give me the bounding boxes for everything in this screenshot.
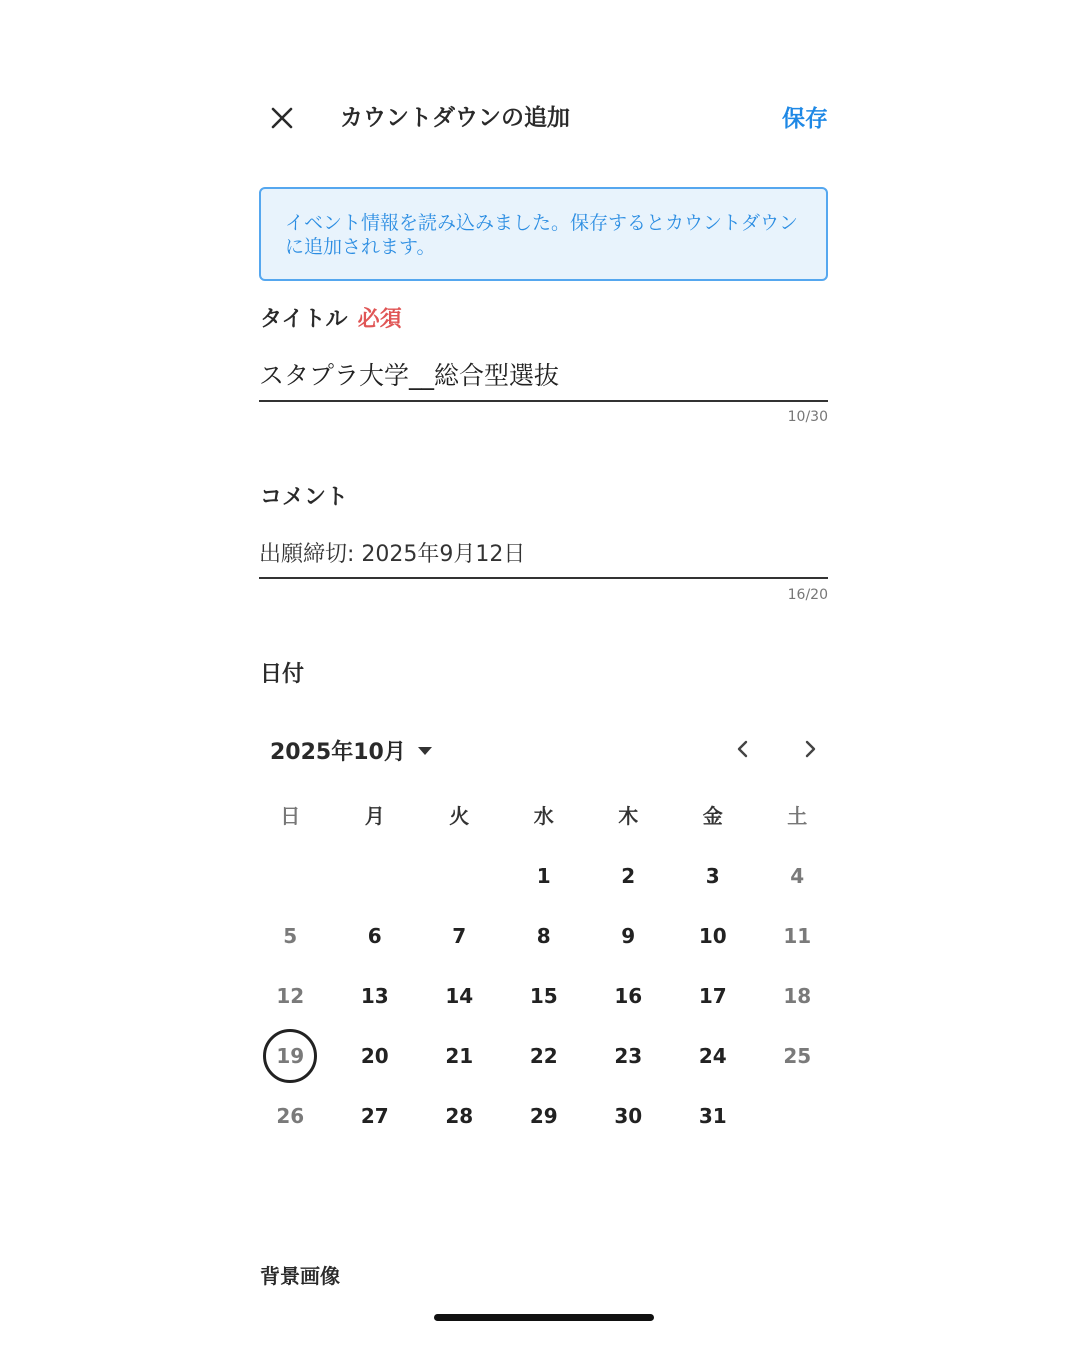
- calendar-day-number: 15: [529, 984, 558, 1008]
- calendar-empty-cell: [333, 846, 418, 906]
- calendar-empty-cell: [248, 846, 333, 906]
- calendar-day[interactable]: [671, 966, 756, 1026]
- dropdown-caret-icon: [418, 747, 432, 755]
- title-label-text: タイトル: [260, 307, 348, 332]
- calendar-day[interactable]: [333, 1026, 418, 1086]
- calendar-day-number: 29: [529, 1104, 558, 1128]
- calendar-day-number: 18: [783, 984, 812, 1008]
- calendar-day-number: 11: [783, 924, 812, 948]
- calendar-day[interactable]: [671, 1026, 756, 1086]
- calendar-day-number: 13: [360, 984, 389, 1008]
- chevron-right-icon: [803, 739, 819, 759]
- calendar-day[interactable]: [755, 906, 840, 966]
- weekday-wed: 水: [533, 804, 554, 828]
- background-image-label: 背景画像: [260, 1264, 340, 1288]
- calendar-day[interactable]: [586, 846, 671, 906]
- info-banner: イベント情報を読み込みました。保存するとカウントダウンに追加されます。: [259, 187, 828, 281]
- calendar-day[interactable]: [333, 966, 418, 1026]
- home-indicator: [434, 1314, 654, 1321]
- calendar-day[interactable]: [502, 906, 587, 966]
- weekday-fri: 金: [702, 804, 723, 828]
- title-input[interactable]: [259, 348, 828, 402]
- calendar-day-number: 5: [283, 924, 298, 948]
- calendar-day-number: 14: [445, 984, 474, 1008]
- save-button[interactable]: 保存: [782, 100, 828, 138]
- calendar-day-number: 25: [783, 1044, 812, 1068]
- calendar-day-number: 24: [698, 1044, 727, 1068]
- month-selector[interactable]: [270, 732, 432, 768]
- weekday-thu: 木: [618, 804, 639, 828]
- calendar-day-number: 7: [452, 924, 467, 948]
- close-button[interactable]: [262, 98, 302, 138]
- weekday-sat: 土: [787, 804, 808, 828]
- calendar-day-number: 23: [614, 1044, 643, 1068]
- calendar-day[interactable]: [333, 906, 418, 966]
- calendar-day[interactable]: [671, 1086, 756, 1146]
- close-icon: [270, 106, 294, 130]
- date-field-label: 日付: [260, 662, 305, 687]
- weekday-sun: 日: [280, 804, 301, 828]
- calendar-day-number: 2: [621, 864, 636, 888]
- calendar-day-number: 3: [705, 864, 720, 888]
- calendar-day[interactable]: [248, 1086, 333, 1146]
- calendar-day-number: 19: [263, 1029, 317, 1083]
- calendar-day[interactable]: [248, 966, 333, 1026]
- calendar-day[interactable]: [586, 1026, 671, 1086]
- calendar-day-number: 20: [360, 1044, 389, 1068]
- calendar-day-number: 28: [445, 1104, 474, 1128]
- calendar-day[interactable]: [502, 1086, 587, 1146]
- calendar-day[interactable]: [755, 1026, 840, 1086]
- calendar-day-today[interactable]: [248, 1026, 333, 1086]
- calendar-day[interactable]: [755, 846, 840, 906]
- calendar-day-number: 6: [367, 924, 382, 948]
- prev-month-button[interactable]: [722, 730, 762, 768]
- calendar-day[interactable]: [586, 1086, 671, 1146]
- calendar-day-number: 31: [698, 1104, 727, 1128]
- calendar-day[interactable]: [333, 1086, 418, 1146]
- calendar-day[interactable]: [417, 1086, 502, 1146]
- calendar-day-number: 21: [445, 1044, 474, 1068]
- calendar-day[interactable]: [417, 906, 502, 966]
- calendar-day-number: 26: [276, 1104, 305, 1128]
- calendar-day[interactable]: [502, 846, 587, 906]
- title-char-counter: 10/30: [787, 409, 828, 425]
- comment-input[interactable]: [259, 527, 828, 579]
- calendar-day-number: 16: [614, 984, 643, 1008]
- calendar-day-number: 30: [614, 1104, 643, 1128]
- calendar-day-number: 17: [698, 984, 727, 1008]
- calendar-day[interactable]: [417, 1026, 502, 1086]
- required-badge: 必須: [357, 307, 402, 332]
- comment-field-label: コメント: [260, 485, 349, 510]
- chevron-left-icon: [734, 739, 750, 759]
- calendar-empty-cell: [417, 846, 502, 906]
- calendar-day[interactable]: [248, 906, 333, 966]
- title-field-label: [260, 305, 402, 335]
- weekday-header: [248, 800, 840, 832]
- calendar-day-number: 9: [621, 924, 636, 948]
- calendar-day[interactable]: [502, 1026, 587, 1086]
- calendar-day[interactable]: [502, 966, 587, 1026]
- month-label: 2025年10月: [270, 739, 406, 765]
- calendar-day[interactable]: [586, 966, 671, 1026]
- calendar-day-number: 8: [536, 924, 551, 948]
- calendar-day-number: 27: [360, 1104, 389, 1128]
- calendar-day[interactable]: [586, 906, 671, 966]
- calendar-day-number: 10: [698, 924, 727, 948]
- calendar-day-number: 1: [536, 864, 551, 888]
- calendar-day-number: 12: [276, 984, 305, 1008]
- comment-char-counter: 16/20: [787, 587, 828, 603]
- calendar-day-number: 22: [529, 1044, 558, 1068]
- calendar-day-number: 4: [790, 864, 805, 888]
- page-title: カウントダウンの追加: [340, 105, 570, 131]
- weekday-tue: 火: [449, 804, 470, 828]
- calendar-day[interactable]: [671, 846, 756, 906]
- calendar-day[interactable]: [755, 966, 840, 1026]
- calendar-days-grid: [248, 846, 840, 1146]
- calendar-day[interactable]: [671, 906, 756, 966]
- weekday-mon: 月: [364, 804, 385, 828]
- next-month-button[interactable]: [791, 730, 831, 768]
- calendar-day[interactable]: [417, 966, 502, 1026]
